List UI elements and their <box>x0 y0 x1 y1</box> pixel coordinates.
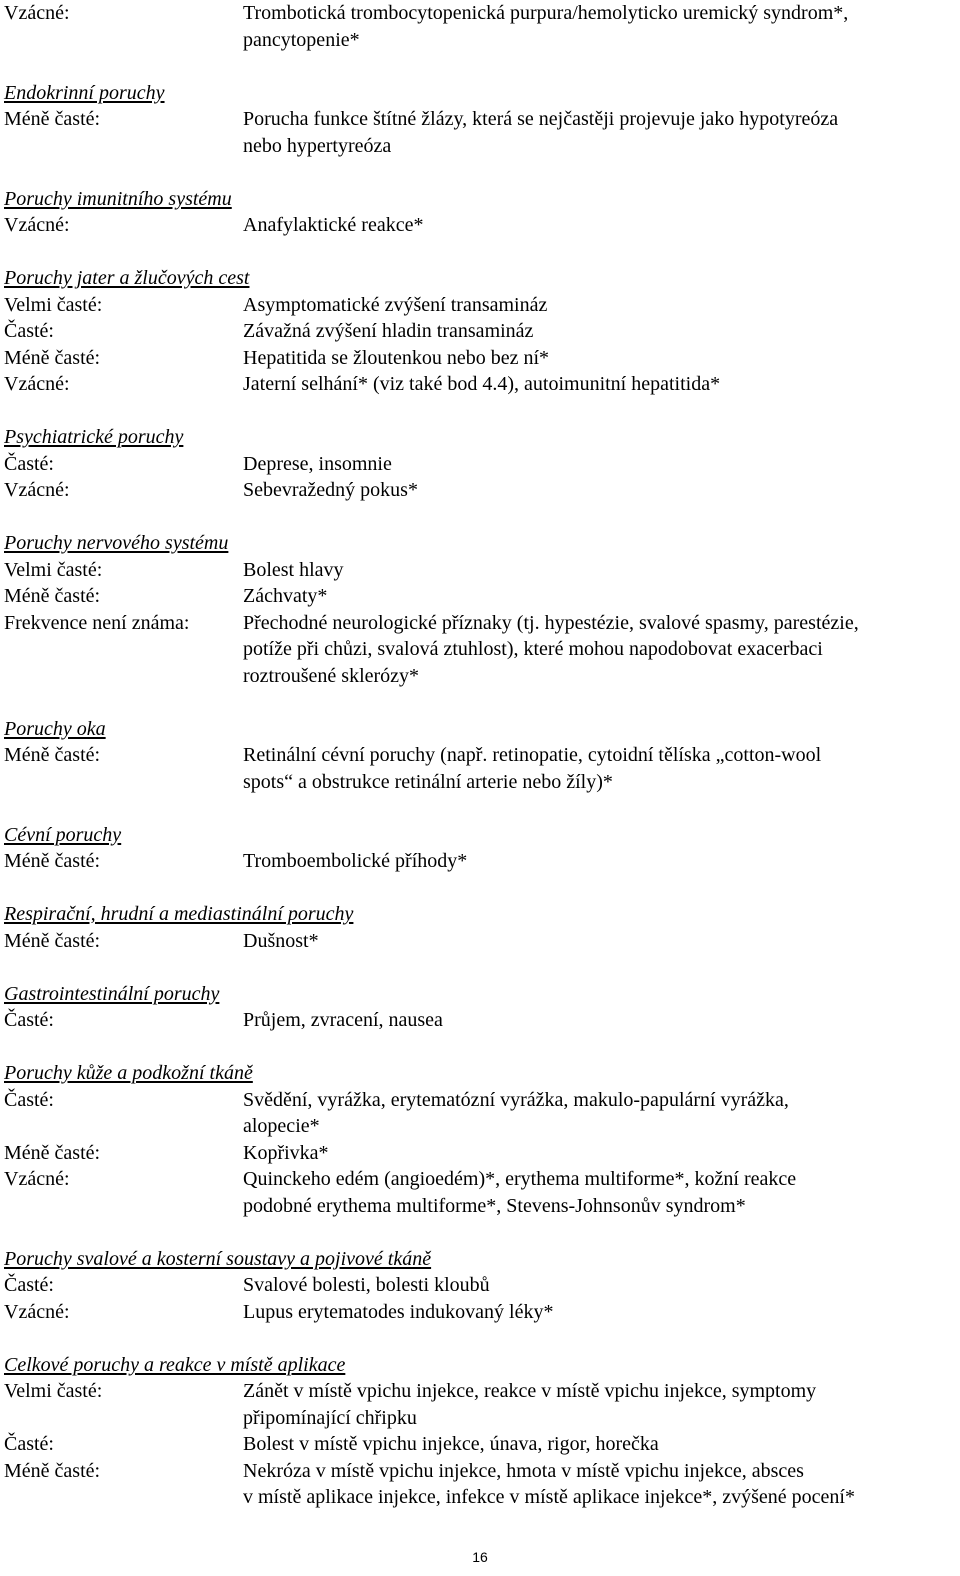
adverse-effect-description <box>243 106 960 159</box>
description-line: Tromboembolické příhody* <box>243 850 468 872</box>
frequency-row <box>4 742 960 795</box>
description-line: Deprese, insomnie <box>243 452 392 475</box>
section-heading: Cévní poruchy <box>4 823 122 846</box>
section <box>4 716 960 796</box>
frequency-label: Časté: <box>4 1088 54 1111</box>
frequency-row <box>4 451 960 478</box>
frequency-label: Vzácné: <box>4 214 70 236</box>
frequency-label: Vzácné: <box>4 479 70 501</box>
section <box>4 1246 960 1326</box>
adverse-effect-description <box>243 451 960 478</box>
frequency-label: Méně časté: <box>4 850 101 872</box>
section-heading: Poruchy jater a žlučových cest <box>4 267 250 289</box>
frequency-label: Časté: <box>4 320 54 342</box>
frequency-row <box>4 1431 960 1458</box>
adverse-effect-description <box>243 610 960 690</box>
section-heading: Poruchy imunitního systému <box>4 187 232 210</box>
frequency-label: Méně časté: <box>4 1141 101 1164</box>
description-line: Svědění, vyrážka, erytematózní vyrážka, makulo-papulární vyrážka, <box>243 1088 789 1111</box>
section-heading: Poruchy kůže a podkožní tkáně <box>4 1062 253 1084</box>
description-line: roztroušené sklerózy* <box>243 664 420 687</box>
description-line: Quinckeho edém (angioedém)*, erythema multiforme*, kožní reakce <box>243 1168 797 1190</box>
frequency-label: Méně časté: <box>4 1459 101 1482</box>
description-line: Dušnost* <box>243 929 319 952</box>
frequency-row <box>4 1087 960 1140</box>
description-line: Kopřivka* <box>243 1141 329 1164</box>
frequency-label: Časté: <box>4 1433 54 1455</box>
frequency-label: Velmi časté: <box>4 1380 103 1402</box>
adverse-effect-description <box>243 1166 960 1219</box>
section-heading: Gastrointestinální poruchy <box>4 982 220 1005</box>
description-line: Závažná zvýšení hladin transamináz <box>243 320 534 342</box>
frequency-label: Velmi časté: <box>4 293 103 316</box>
section <box>4 1352 960 1511</box>
frequency-row <box>4 212 960 239</box>
section <box>4 981 960 1034</box>
frequency-label: Méně časté: <box>4 744 101 766</box>
description-line: Jaterní selhání* (viz také bod 4.4), autoimunitní hepatitida* <box>243 373 721 395</box>
adverse-effect-description <box>243 1272 960 1299</box>
frequency-row <box>4 583 960 610</box>
frequency-row <box>4 557 960 584</box>
frequency-label: Vzácné: <box>4 1300 70 1323</box>
description-line: nebo hypertyreóza <box>243 134 392 157</box>
section <box>4 0 960 53</box>
adverse-effect-description <box>243 1378 960 1431</box>
adverse-effect-description <box>243 742 960 795</box>
section-heading: Respirační, hrudní a mediastinální poruchy <box>4 903 354 925</box>
section <box>4 265 960 398</box>
section-heading: Celkové poruchy a reakce v místě aplikace <box>4 1353 346 1376</box>
frequency-label: Časté: <box>4 1009 54 1031</box>
frequency-row <box>4 318 960 345</box>
frequency-label: Méně časté: <box>4 108 101 130</box>
adverse-effect-description <box>243 848 960 875</box>
frequency-label: Méně časté: <box>4 585 101 607</box>
frequency-row <box>4 0 960 53</box>
adverse-effect-description <box>243 212 960 239</box>
page-number: 16 <box>472 1549 488 1565</box>
frequency-label: Frekvence není známa: <box>4 611 190 634</box>
section <box>4 901 960 954</box>
section <box>4 80 960 160</box>
frequency-row <box>4 1458 960 1511</box>
frequency-row <box>4 371 960 398</box>
frequency-label: Velmi časté: <box>4 558 103 581</box>
section-heading: Endokrinní poruchy <box>4 81 165 104</box>
section-heading: Poruchy nervového systému <box>4 532 229 554</box>
frequency-label: Méně časté: <box>4 346 101 369</box>
description-line: alopecie* <box>243 1115 320 1137</box>
frequency-row <box>4 292 960 319</box>
description-line: Bolest hlavy <box>243 558 344 581</box>
section-heading: Poruchy svalové a kosterní soustavy a pojivové tkáně <box>4 1247 432 1270</box>
section <box>4 1060 960 1219</box>
description-line: Lupus erytematodes indukovaný léky* <box>243 1300 554 1323</box>
description-line: Retinální cévní poruchy (např. retinopatie, cytoidní tělíska „cotton-wool <box>243 744 822 766</box>
frequency-row <box>4 1140 960 1167</box>
frequency-row <box>4 1007 960 1034</box>
description-line: spots“ a obstrukce retinální arterie nebo žíly)* <box>243 770 613 793</box>
section-heading: Psychiatrické poruchy <box>4 426 184 448</box>
adverse-effect-description <box>243 1140 960 1167</box>
adverse-effect-description <box>243 292 960 319</box>
adverse-effect-description <box>243 1431 960 1458</box>
adverse-effect-description <box>243 345 960 372</box>
description-line: Trombotická trombocytopenická purpura/hemolyticko uremický syndrom*, <box>243 2 849 24</box>
frequency-label: Méně časté: <box>4 929 101 952</box>
frequency-row <box>4 1299 960 1326</box>
adverse-effect-description <box>243 1299 960 1326</box>
section-heading: Poruchy oka <box>4 717 106 740</box>
adverse-effect-description <box>243 1458 960 1511</box>
description-line: Sebevražedný pokus* <box>243 479 418 501</box>
description-line: Asymptomatické zvýšení transamináz <box>243 293 548 316</box>
frequency-row <box>4 848 960 875</box>
section <box>4 186 960 239</box>
frequency-label: Časté: <box>4 1274 54 1296</box>
description-line: Záchvaty* <box>243 585 328 607</box>
frequency-row <box>4 1166 960 1219</box>
adverse-effect-description <box>243 928 960 955</box>
adverse-effect-description <box>243 583 960 610</box>
description-line: Přechodné neurologické příznaky (tj. hypestézie, svalové spasmy, parestézie, <box>243 611 859 634</box>
description-line: Svalové bolesti, bolesti kloubů <box>243 1274 490 1296</box>
adverse-effect-description <box>243 318 960 345</box>
adverse-effect-description <box>243 477 960 504</box>
frequency-label: Časté: <box>4 452 54 475</box>
frequency-row <box>4 610 960 690</box>
description-line: potíže při chůzi, svalová ztuhlost), které mohou napodobovat exacerbaci <box>243 638 823 660</box>
description-line: podobné erythema multiforme*, Stevens-Johnsonův syndrom* <box>243 1194 746 1217</box>
frequency-row <box>4 477 960 504</box>
adverse-effect-description <box>243 0 960 53</box>
adverse-effect-description <box>243 1007 960 1034</box>
frequency-row <box>4 1272 960 1299</box>
description-line: Hepatitida se žloutenkou nebo bez ní* <box>243 346 550 369</box>
section <box>4 424 960 504</box>
description-line: pancytopenie* <box>243 28 360 51</box>
section <box>4 530 960 689</box>
frequency-row <box>4 1378 960 1431</box>
description-line: Bolest v místě vpichu injekce, únava, rigor, horečka <box>243 1433 659 1455</box>
description-line: připomínající chřipku <box>243 1406 417 1429</box>
description-line: Porucha funkce štítné žlázy, která se nejčastěji projevuje jako hypotyreóza <box>243 108 839 130</box>
frequency-row <box>4 928 960 955</box>
description-line: Anafylaktické reakce* <box>243 214 424 236</box>
frequency-row <box>4 345 960 372</box>
frequency-row <box>4 106 960 159</box>
section <box>4 822 960 875</box>
document-body <box>4 0 960 1537</box>
description-line: Nekróza v místě vpichu injekce, hmota v místě vpichu injekce, absces <box>243 1459 804 1482</box>
description-line: Zánět v místě vpichu injekce, reakce v místě vpichu injekce, symptomy <box>243 1380 817 1402</box>
description-line: Průjem, zvracení, nausea <box>243 1009 443 1031</box>
adverse-effect-description <box>243 1087 960 1140</box>
adverse-effect-description <box>243 557 960 584</box>
frequency-label: Vzácné: <box>4 1168 70 1190</box>
frequency-label: Vzácné: <box>4 2 70 24</box>
adverse-effect-description <box>243 371 960 398</box>
description-line: v místě aplikace injekce, infekce v místě aplikace injekce*, zvýšené pocení* <box>243 1486 855 1508</box>
frequency-label: Vzácné: <box>4 373 70 395</box>
